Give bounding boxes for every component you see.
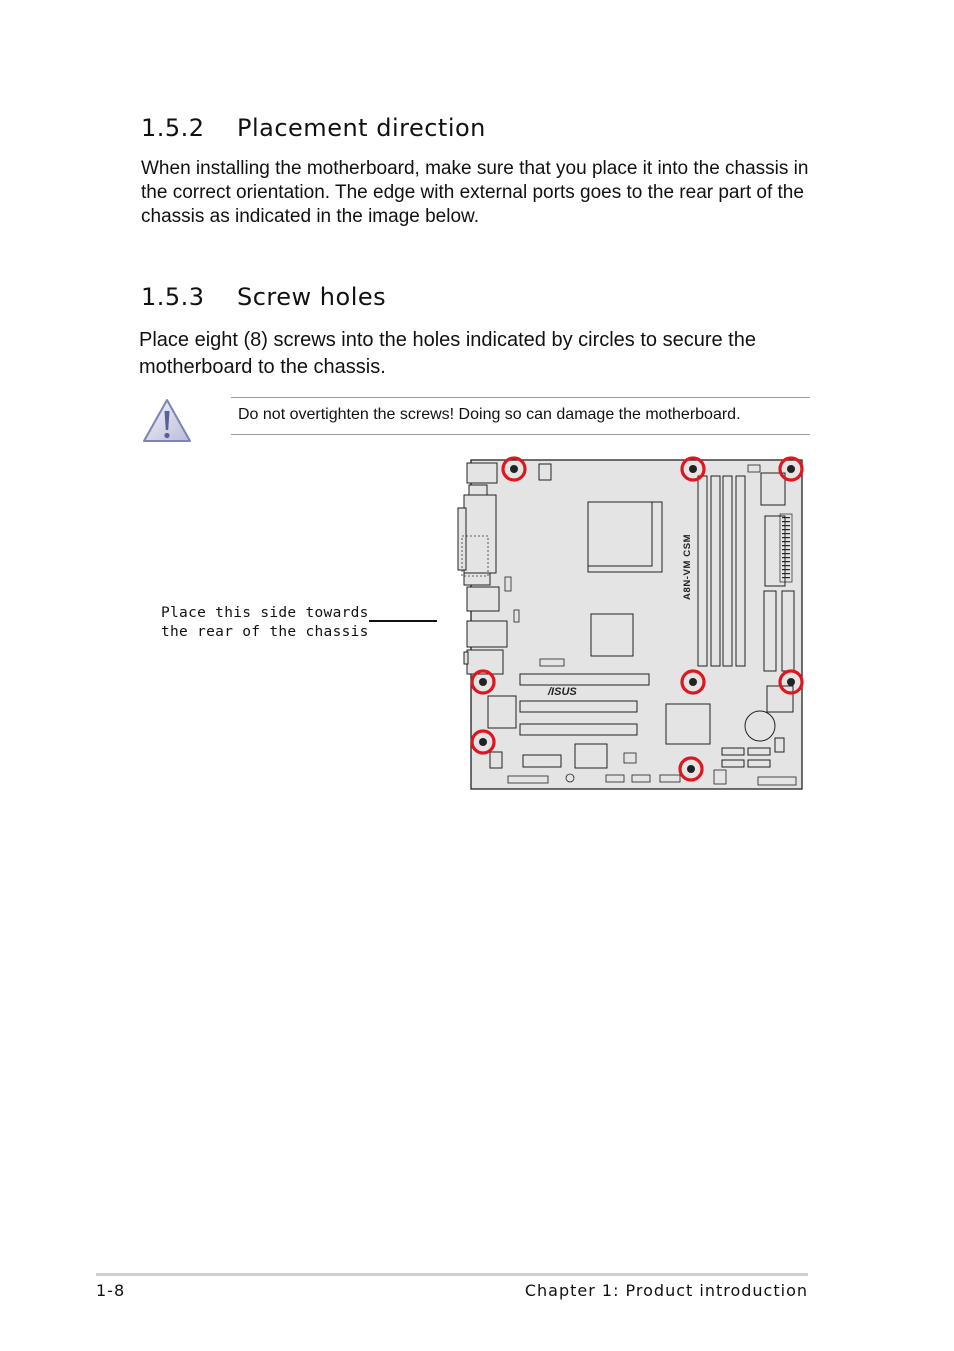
callout-leader-line [369, 620, 437, 622]
motherboard-diagram [450, 450, 810, 795]
callout-line-1: Place this side towards [161, 605, 369, 621]
power-connector [761, 473, 785, 505]
placement-paragraph: When installing the motherboard, make sure that you place it into the chassis in the correct orientation. The edge with external ports goes to the rear part of the chassis as indicated in the image below. [141, 158, 809, 227]
section-title: Placement direction [237, 114, 486, 142]
caution-text: Do not overtighten the screws! Doing so can damage the motherboard. [238, 406, 741, 423]
warning-triangle-icon [141, 397, 193, 445]
footer-rule [96, 1273, 808, 1276]
battery [745, 711, 775, 741]
caution-top-rule [231, 397, 810, 398]
asus-logo: /ISUS [548, 686, 577, 698]
screws-paragraph: Place eight (8) screws into the holes indicated by circles to secure the motherboard to the chassis. [139, 329, 756, 378]
southbridge [666, 704, 710, 744]
expansion-slots [520, 674, 649, 735]
chipset [591, 614, 633, 656]
heading-placement-direction [141, 114, 486, 142]
caution-bottom-rule [231, 434, 810, 435]
section-title: Screw holes [237, 283, 387, 311]
board-model-label: A8N-VM CSM [682, 533, 693, 600]
callout-line-2: the rear of the chassis [161, 624, 369, 640]
chapter-title: Chapter 1: Product introduction [524, 1281, 808, 1300]
page-number: 1-8 [96, 1281, 126, 1300]
heading-screw-holes [141, 283, 386, 311]
section-number: 1.5.3 [141, 283, 205, 311]
small-chip [539, 464, 551, 480]
section-number: 1.5.2 [141, 114, 205, 142]
